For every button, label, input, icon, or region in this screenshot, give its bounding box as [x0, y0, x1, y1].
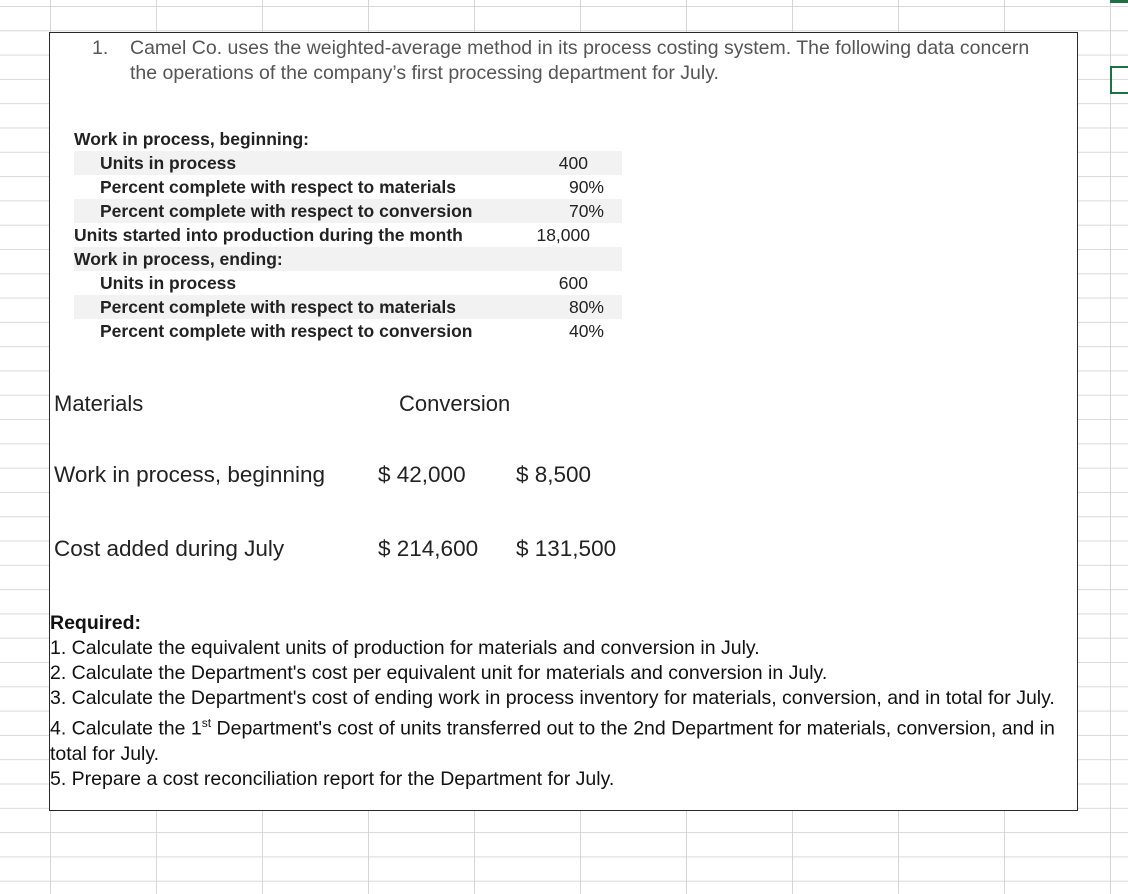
end-conversion-value: 40%	[568, 321, 604, 341]
wip-begin-conversion: $ 8,500	[516, 462, 592, 487]
problem-intro-text: Camel Co. uses the weighted-average method in its process costing system. The following data concern the operations of the company’s first processing department for July.	[130, 37, 1030, 84]
wip-begin-heading: Work in process, beginning:	[74, 129, 309, 149]
required-item-2: 2. Calculate the Department's cost per equivalent unit for materials and conversion in July.	[50, 662, 828, 684]
required-item-1: 1. Calculate the equivalent units of production for materials and conversion in July.	[50, 637, 760, 659]
selected-cell-edge	[1110, 0, 1128, 3]
units-started-value: 18,000	[536, 225, 590, 245]
begin-units-label: Units in process	[100, 153, 237, 173]
table-row	[74, 319, 622, 343]
table-row	[74, 247, 622, 271]
table-row	[74, 295, 622, 319]
grid-line	[1110, 0, 1111, 894]
required-title: Required:	[50, 612, 142, 634]
required-item-4-pre: 4. Calculate the 1	[50, 717, 202, 740]
units-started-label: Units started into production during the month	[74, 225, 463, 245]
table-row	[74, 151, 622, 175]
begin-conversion-label: Percent complete with respect to conversion	[100, 201, 473, 221]
materials-header: Materials	[54, 391, 144, 416]
required-item-4	[50, 711, 1070, 767]
problem-number: 1.	[92, 37, 109, 59]
begin-conversion-value: 70%	[568, 201, 604, 221]
table-row	[74, 127, 622, 151]
required-item-4-sup: st	[201, 716, 212, 730]
table-row	[74, 271, 622, 295]
production-data-table	[74, 127, 622, 343]
selected-cell-indicator[interactable]	[1110, 66, 1128, 94]
table-row	[74, 199, 622, 223]
required-section	[50, 611, 1070, 792]
end-units-value: 600	[558, 273, 588, 293]
end-materials-label: Percent complete with respect to materials	[100, 297, 456, 317]
begin-materials-label: Percent complete with respect to materials	[100, 177, 456, 197]
required-item-3: 3. Calculate the Department's cost of ending work in process inventory for materials, conversion, and in total for July.	[50, 687, 1055, 709]
table-row	[74, 175, 622, 199]
problem-panel	[49, 32, 1078, 811]
wip-begin-materials: $ 42,000	[378, 462, 466, 487]
end-materials-value: 80%	[568, 297, 604, 317]
required-item-4-post: Department's cost of units transferred out to the 2nd Department for materials, conversion, and in total for July.	[50, 717, 1055, 765]
wip-end-heading: Work in process, ending:	[74, 249, 283, 269]
cost-added-materials: $ 214,600	[378, 536, 479, 561]
wip-begin-cost-label: Work in process, beginning	[54, 462, 325, 487]
begin-units-value: 400	[558, 153, 588, 173]
cost-added-label: Cost added during July	[54, 536, 285, 561]
required-item-5: 5. Prepare a cost reconciliation report for the Department for July.	[50, 767, 615, 790]
cost-added-conversion: $ 131,500	[516, 536, 617, 561]
end-units-label: Units in process	[100, 273, 237, 293]
conversion-header: Conversion	[399, 391, 511, 416]
end-conversion-label: Percent complete with respect to conversion	[100, 321, 473, 341]
begin-materials-value: 90%	[568, 177, 604, 197]
table-row	[74, 223, 622, 247]
